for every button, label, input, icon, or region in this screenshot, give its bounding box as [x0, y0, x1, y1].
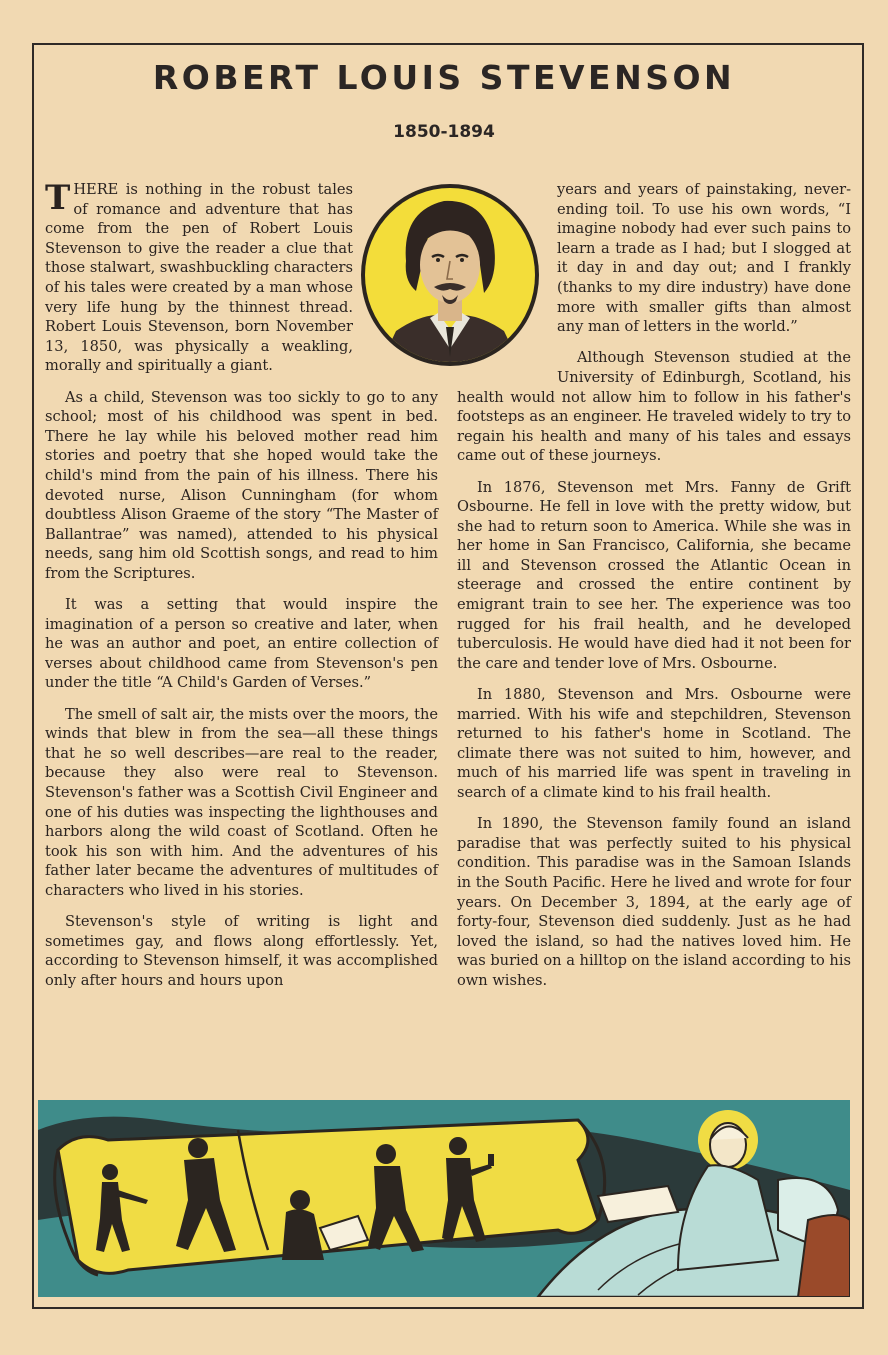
quote-text: years and years of painstaking, never-ending toil. To use his own words, “I imagine nobody had ever such pains to learn a trade as I had; but I slogged at it day in and day out; and I frankly (thanks to my dire industry) have done more with smaller gifts than almost any man of letters in the world.” [557, 181, 851, 336]
university-paragraph: Although Stevenson studied at the University of Edinburgh, Scotland, his health would not allow him to follow in his father's footsteps as an engineer. He traveled widely to try to regain his health and many of his tales and essays came out of these journeys. [457, 349, 851, 465]
osbourne-paragraph: In 1876, Stevenson met Mrs. Fanny de Grift Osbourne. He fell in love with the pretty widow, but she had to return soon to America. While she was in her home in San Francisco, California, she became ill and Stevenson crossed the Atlantic Ocean in steerage and crossed the entire continent by emigrant train to see her. The experience was too rugged for his frail health, and he developed tuberculosis. He would have died had it not been for the care and tender love of Mrs. Osbourne. [457, 478, 851, 672]
childhood-paragraph: As a child, Stevenson was too sickly to go to any school; most of his childhood was spent in bed. There he lay while his beloved mother read him stories and poetry that she hoped would take the child's mind from the pain of his illness. There his devoted nurse, Alison Cunningham (for whom doubtless Alison Graeme of the story “The Master of Ballantrae” was named), attended to his physical needs, sang him old Scottish songs, and read to him from the Scriptures. [45, 388, 438, 582]
samoa-paragraph: In 1890, the Stevenson family found an island paradise that was perfectly suited to his physical condition. This paradise was in the Samoan Islands in the South Pacific. Here he lived and wrote for four years. On December 3, 1894, at the early age of forty-four, Stevenson died suddenly. Just as he had loved the island, so had the natives loved him. He was buried on a hilltop on the island according to his own wishes. [457, 815, 851, 989]
right-column [457, 180, 851, 1002]
story-scroll-illustration [38, 1100, 850, 1297]
marriage-paragraph: In 1880, Stevenson and Mrs. Osbourne were married. With his wife and stepchildren, Stevenson returned to his father's home in Scotland. The climate there was not suited to him, however, and much of his married life was spent in traveling in search of a climate kind to his frail health. [457, 686, 851, 801]
portrait-spacer-right [457, 180, 557, 368]
page-title: ROBERT LOUIS STEVENSON [152, 58, 736, 97]
intro-paragraph [45, 180, 438, 376]
quote-paragraph [457, 180, 851, 337]
intro-text: HERE is nothing in the robust tales of romance and adventure that has come from the pen of Robert Louis Stevenson to give the reader a clue that those stalwart, swashbuckling characters of his tales were created by a man whose very life hung by the thinnest thread. Robert Louis Stevenson, born November 13, 1850, was physically a weakling, morally and spiritually a giant. [45, 181, 353, 375]
drop-cap: T [45, 178, 71, 218]
left-column [45, 180, 438, 1002]
style-paragraph: Stevenson's style of writing is light and sometimes gay, and flows along effortlessly. Yet, according to Stevenson himself, it was accomplished only after hours and hours upon [45, 913, 438, 989]
portrait-spacer [353, 180, 438, 368]
verses-paragraph: It was a setting that would inspire the imagination of a person so creative and later, when he was an author and poet, an entire collection of verses about childhood came from Stevenson's pen under the title “A Child's Garden of Verses.” [45, 596, 438, 692]
scotland-paragraph: The smell of salt air, the mists over the moors, the winds that blew in from the sea—all these things that he so well describes—are real to the reader, because they also were real to Stevenson. Stevenson's father was a Scottish Civil Engineer and one of his duties was inspecting the lighthouses and harbors along the wild coast of Scotland. Often he took his son with him. And the adventures of his father later became the adventures of multitudes of characters who lived in his stories. [45, 705, 438, 899]
life-years: 1850-1894 [393, 122, 495, 142]
